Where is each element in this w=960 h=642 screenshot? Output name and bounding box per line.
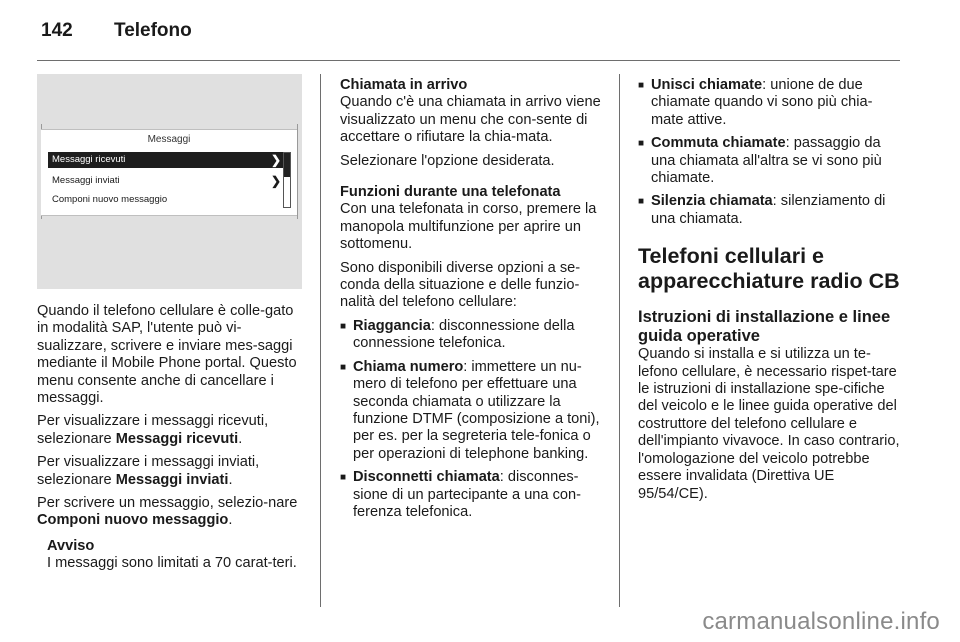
bullet-square-icon: ■: [340, 361, 347, 373]
menu-item-componi-nuovo-messaggio: [48, 192, 285, 208]
note-heading: Avviso: [47, 537, 95, 554]
screen-title: Messaggi: [147, 134, 191, 145]
column-1: [37, 303, 307, 579]
bullet-square-icon: ■: [638, 196, 645, 208]
term-silenzia-chiamata: Silenzia chiamata: [651, 193, 773, 210]
list-item: ■ Riaggancia: disconnessione della connessione telefonica.: [340, 317, 575, 352]
paragraph-sent: Per visualizzare i messaggi inviati, selezionare Messaggi inviati.: [37, 454, 260, 488]
subsection-heading: Istruzioni di installazione e linee guida operative: [638, 308, 891, 346]
paragraph-select-option: Selezionare l'opzione desiderata.: [340, 152, 555, 169]
term-disconnetti-chiamata: Disconnetti chiamata: [353, 469, 500, 486]
page-number: 142: [41, 20, 73, 41]
term-riaggancia: Riaggancia: [353, 317, 431, 334]
column-divider-2: [619, 74, 620, 607]
menu-item-label: Componi nuovo messaggio: [52, 194, 168, 205]
menu-item-messaggi-ricevuti: [48, 152, 285, 168]
menu-item-label: Messaggi ricevuti: [52, 154, 126, 165]
scrollbar-thumb: [284, 153, 290, 177]
column-divider-1: [320, 74, 321, 607]
term-chiama-numero: Chiama numero: [353, 358, 464, 375]
menu-item-label: Messaggi inviati: [52, 175, 120, 186]
page-title: Telefono: [114, 20, 192, 41]
term-unisci-chiamate: Unisci chiamate: [651, 77, 763, 93]
list-item: ■ Unisci chiamate: unione de due chiamate quando vi sono più chia-mate attive.: [638, 77, 873, 128]
paragraph-installation: Quando si installa e si utilizza un te-lefono cellulare, è necessario rispet-tare le istruzioni di installazione spe-cifiche del veicolo e le linee guida operative del costruttore del telefono cellulare e dell'impianto vivavoce. In caso contrario, l'omologazione del veicolo potrebbe essere invalidata (Direttiva UE 95/54/CE).: [638, 346, 900, 502]
term-messaggi-inviati: Messaggi inviati: [115, 471, 229, 488]
messages-screen-figure: [37, 74, 302, 289]
list-item: ■ Commuta chiamate: passaggio da una chiamata all'altra se vi sono più chiamate.: [638, 135, 882, 187]
paragraph-compose: Per scrivere un messaggio, selezio-nare Componi nuovo messaggio.: [37, 495, 298, 529]
paragraph-incoming: Quando c'è una chiamata in arrivo viene visualizzato un menu che con-sente di accettare o rifiutare la chia-mata.: [340, 94, 601, 146]
bullet-square-icon: ■: [340, 320, 347, 332]
column-3: [638, 77, 903, 509]
list-item: ■ Silenzia chiamata: silenziamento di una chiamata.: [638, 193, 886, 227]
column-2: [340, 77, 605, 527]
heading-during-call: Funzioni durante una telefonata: [340, 184, 561, 201]
bullet-square-icon: ■: [638, 138, 645, 150]
display-screen: [41, 129, 297, 216]
paragraph-options: Sono disponibili diverse opzioni a se-conda della situazione e delle funzio-nalità del telefono cellulare:: [340, 259, 581, 311]
note-text: I messaggi sono limitati a 70 carat-teri.: [47, 555, 297, 572]
watermark: carmanualsonline.info: [702, 608, 940, 635]
paragraph-during-call: Con una telefonata in corso, premere la manopola multifunzione per aprire un sottomenu.: [340, 201, 597, 253]
heading-incoming-call: Chiamata in arrivo: [340, 77, 468, 93]
list-item: ■ Chiama numero: immettere un nu-mero di telefono per effettuare una seconda chiamata o utilizzare la funzione DTMF (composizione a toni), per es. per la segreteria tele-fonica o per operazioni di telephone banking.: [340, 358, 600, 462]
section-heading: Telefoni cellulari e apparecchiature radio CB: [638, 244, 900, 294]
scrollbar: [283, 152, 291, 208]
list-item: ■ Disconnetti chiamata: disconnes-sione di un partecipante a una con-ferenza telefonica.: [340, 469, 581, 520]
chevron-right-icon: ❯: [270, 153, 281, 167]
note-box: [37, 538, 307, 573]
bullet-square-icon: ■: [340, 472, 347, 484]
chevron-right-icon: ❯: [270, 174, 281, 188]
paragraph-received: Per visualizzare i messaggi ricevuti, selezionare Messaggi ricevuti.: [37, 413, 269, 447]
term-messaggi-ricevuti: Messaggi ricevuti: [115, 430, 239, 447]
term-componi-nuovo-messaggio: Componi nuovo messaggio: [37, 512, 229, 529]
frame-mark-right: [297, 124, 298, 219]
term-commuta-chiamate: Commuta chiamate: [651, 135, 786, 152]
header-rule: [37, 60, 900, 61]
menu-item-messaggi-inviati: [48, 173, 285, 189]
paragraph-intro: Quando il telefono cellulare è colle-gato in modalità SAP, l'utente può vi-sualizzare, scrivere e inviare mes-saggi mediante il Mobile Phone portal. Questo menu consente anche di cancellare i messaggi.: [37, 303, 297, 407]
bullet-square-icon: ■: [638, 80, 645, 91]
